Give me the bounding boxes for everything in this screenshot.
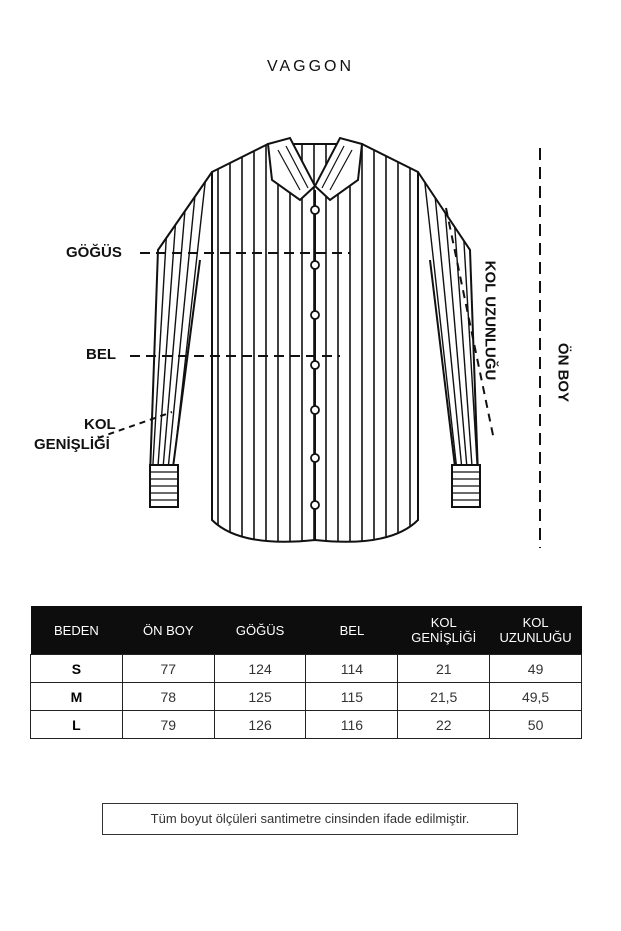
size-cell: M [31,683,123,711]
waist-cell: 115 [306,683,398,711]
waist-label: BEL [86,346,116,363]
chest-cell: 126 [214,711,306,739]
header-front-length: ÖN BOY [122,606,214,655]
right-cuff [452,465,480,507]
shirt-button [311,406,319,414]
brand-logo: VAGGON [266,58,355,75]
cuff-width-cell: 21 [398,655,490,683]
sleeve-length-label: KOL UZUNLUĞU [481,260,499,381]
chest-cell: 125 [214,683,306,711]
waist-cell: 116 [306,711,398,739]
right-sleeve-stripes [424,175,483,480]
cuff-width-cell: 21,5 [398,683,490,711]
cuff-label-line1: KOL [84,416,116,433]
front-length-cell: 77 [122,655,214,683]
front-length-cell: 78 [122,683,214,711]
table-row [31,711,582,739]
size-cell: L [31,711,123,739]
front-length-label: ÖN BOY [554,342,572,403]
shirt-measurement-diagram [0,120,621,570]
waist-cell: 114 [306,655,398,683]
table-row [31,655,582,683]
left-cuff [150,465,178,507]
size-cell: S [31,655,123,683]
left-sleeve-outline [150,172,212,475]
chest-label: GÖĞÜS [66,244,122,261]
header-size: BEDEN [31,606,123,655]
cuff-label-line2: GENİŞLİĞİ [34,436,110,453]
units-note: Tüm boyut ölçüleri santimetre cinsinden ifade edilmiştir. [102,803,518,835]
header-chest: GÖĞÜS [214,606,306,655]
sleeve-length-cell: 49,5 [490,683,582,711]
shirt-button [311,311,319,319]
shirt-button [311,454,319,462]
sleeve-length-cell: 49 [490,655,582,683]
header-cuff-width: KOL GENİŞLİĞİ [398,606,490,655]
shirt-button [311,261,319,269]
shirt-button [311,501,319,509]
header-sleeve-length: KOL UZUNLUĞU [490,606,582,655]
size-table [30,606,582,739]
sleeve-length-cell: 50 [490,711,582,739]
table-row [31,683,582,711]
chest-cell: 124 [214,655,306,683]
size-table-header [31,606,582,655]
front-length-cell: 79 [122,711,214,739]
cuff-width-cell: 22 [398,711,490,739]
header-waist: BEL [306,606,398,655]
shirt-illustration [0,120,621,570]
shirt-button [311,361,319,369]
shirt-button [311,206,319,214]
